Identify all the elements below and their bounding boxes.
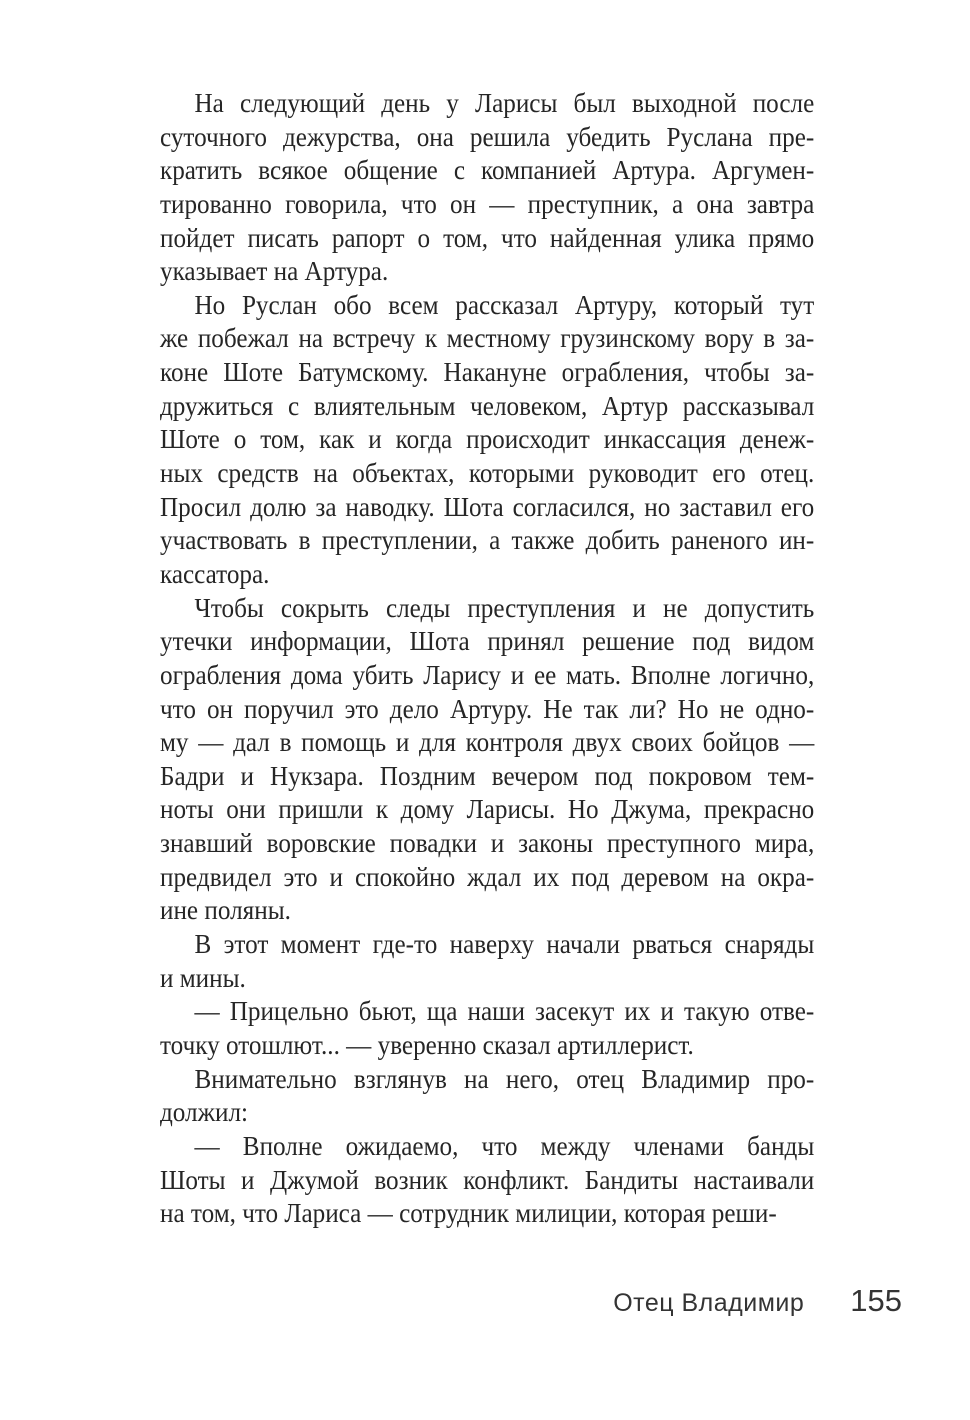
text-line: на том, что Лариса — сотрудник милиции, которая реши- (160, 1198, 777, 1229)
text-line: Но Руслан обо всем рассказал Артуру, который тут (194, 289, 815, 320)
text-line: — Прицельно бьют, ща наши засекут их и такую отве- (194, 996, 815, 1027)
text-line: коне Шоте Батумскому. Накануне ограбления, чтобы за- (160, 357, 815, 388)
text-line: ине поляны. (160, 895, 291, 926)
text-line: и мины. (160, 962, 246, 993)
text-line: знавший воровские повадки и законы преступного мира, (160, 828, 815, 859)
text-line: кратить всякое общение с компанией Артура. Аргумен- (160, 155, 815, 186)
paragraph (160, 1130, 814, 1231)
text-line: указывает на Артура. (160, 256, 389, 287)
text-line: тированно говорила, что он — преступник, а она завтра (160, 188, 815, 219)
text-line: суточного дежурства, она решила убедить Руслана пре- (160, 121, 815, 152)
text-line: Внимательно взглянув на него, отец Владимир про- (194, 1063, 815, 1094)
text-line: должил: (160, 1097, 249, 1128)
page-footer (160, 1283, 902, 1319)
paragraph (160, 1063, 814, 1130)
text-line: ных средств на объектах, которыми руководит его отец. (160, 458, 815, 489)
text-line: Просил долю за наводку. Шота согласился, но заставил его (160, 491, 815, 522)
page-text-block (160, 87, 814, 1231)
text-line: утечки информации, Шота принял решение под видом (160, 626, 815, 657)
text-line: что он поручил это дело Артуру. Не так ли? Но не одно- (160, 693, 815, 724)
text-line: кассатора. (160, 558, 270, 589)
paragraph (160, 87, 814, 289)
text-line: Бадри и Нукзара. Поздним вечером под покровом тем- (160, 760, 815, 791)
text-line: ограбления дома убить Ларису и ее мать. Вполне логично, (160, 659, 815, 690)
page-number: 155 (850, 1283, 902, 1318)
paragraph (160, 592, 814, 928)
paragraph (160, 995, 814, 1062)
text-line: ноты они пришли к дому Ларисы. Но Джума, прекрасно (160, 794, 815, 825)
text-line: му — дал в помощь и для контроля двух своих бойцов — (160, 727, 815, 758)
text-line: В этот момент где-то наверху начали рваться снаряды (194, 929, 815, 960)
text-line: — Вполне ожидаемо, что между членами банды (194, 1130, 815, 1161)
text-line: пойдет писать рапорт о том, что найденная улика прямо (160, 222, 815, 253)
text-line: Шоте о том, как и когда происходит инкассация денеж- (160, 424, 815, 455)
text-line: же побежал на встречу к местному грузинскому вору в за- (160, 323, 815, 354)
running-title: Отец Владимир (613, 1289, 805, 1317)
text-line: Чтобы сокрыть следы преступления и не допустить (194, 592, 815, 623)
text-line: Шоты и Джумой возник конфликт. Бандиты настаивали (160, 1164, 815, 1195)
paragraph (160, 289, 814, 592)
text-line: точку отошлют... — уверенно сказал артиллерист. (160, 1029, 694, 1060)
text-line: участвовать в преступлении, а также добить раненого ин- (160, 525, 815, 556)
text-line: предвидел это и спокойно ждал их под деревом на окра- (160, 861, 815, 892)
paragraph (160, 928, 814, 995)
text-line: На следующий день у Ларисы был выходной после (194, 88, 815, 118)
text-line: дружиться с влиятельным человеком, Артур рассказывал (160, 390, 815, 421)
